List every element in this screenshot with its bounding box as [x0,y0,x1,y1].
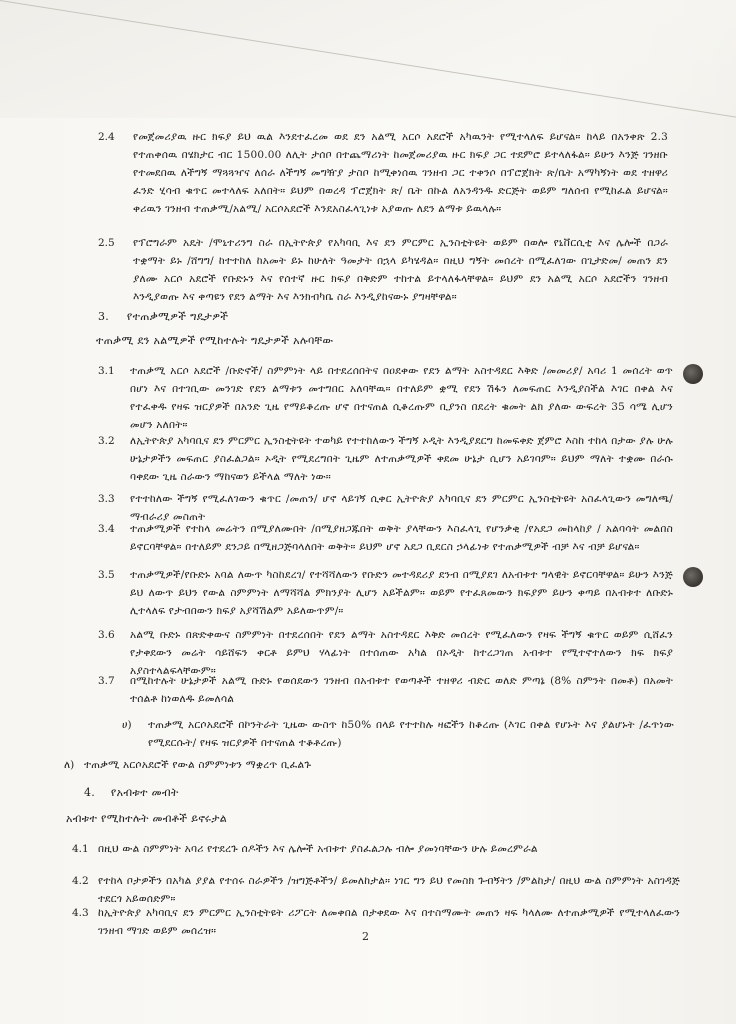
page-number: 2 [362,930,369,943]
clause-number: 3.6 [98,629,115,641]
section-number: 3. [98,310,110,323]
sub-clause-label: ሀ) [122,719,132,731]
section-title: የአብቱተ መብት [110,786,179,799]
section-3-subheading: ተጠቃሚ ደን አልሚዎች የሚከተሉት ግዴታዎች አሉባቸው [96,334,334,347]
section-title: የተጠቃሚዎች ግዴታዎች [126,310,229,323]
clause-text: የተከላ ቦታዎችን በአካል ያያል የተሰሩ ስራዎችን /ዝግጅቶችን/ ይመለከታል። ነገር ግን ይህ የመስክ ጉብኝትን /ምልከታ/ በዚህ ውል ስምምነት አስገዳጅ ተደርጎ አይወሰድም። [98,875,680,905]
clause-number: 4.1 [72,843,89,855]
section-number: 4. [84,786,96,799]
clause-number: 4.2 [72,875,89,887]
clause-text: የፕሮግራም አዴት /ሞኒተሪንግ ስራ በኢትዮጵያ የአካባቢ እና ደን ምርምር ኢንስቲትዩት ወይም በወሎ የኒቨርሲቲ እና ሌሎች በጋራ ተቋማት ይኑ /ሸግግ/ ከተተከለ ከአመት ይኑ ከሁለት ዓመታት በኋላ ይካሄዳል። በዚህ ግኝት መሰረት በሚፈለገው በጊታድመ/ መጠን ደን ያለሙ አርሶ አደሮች የቡድኑን እና የሰተኛ ዙር ክፍያ በቅድም ተከተል ይተላለፋላቸዋል። ይህም ደን አልሚ አርሶ አደሮችን ገንዘብ እንዲያወጡ እና ቀጣዩን የደን ልማት እና እንክብካቤ ስራ እንዲያከናውኑ ያግዛቸዋል። [133,237,668,303]
clause-text: የመጀመሪያዉ ዙር ክፍያ ይህ ዉል እንደተፈረመ ወደ ደን አልሚ አርሶ አደሮች አካዉንት የሚተላለፍ ይሆናል። ከላይ በአንቀጽ 2.3 የተጠቀሰዉ በሄክታር ብር 1500.00 ለሊት ታሰቦ በተጨማሪነት ከመጀመሪያዉ ዙር ክፍያ ጋር ተደምሮ ይተላለፋል። ይሁን እንጅ ገንዘቡ የተመደበዉ ለችግኝ ማጓጓዣና ለሰራ ለችግኝ መግዥያ ታስቦ ከሚቀነሰዉ ገንዘብ ጋር ተቀንሶ በፕሮጀክት ጽ/ቤት አማካኝነት ወደ ተዘዋሪ ፈንድ ሂሳብ ቁጥር መተላለፍ አለበት። ይህም በወረዳ ፕሮጀክት ጽ/ ቤት በኩል ለአንዳንዱ ድርጅት ወይም ግለሰብ የሚከፈል ይሆናል። ቀሪዉን ገንዘብ ተጠቃሚ/አልሚ/ አርሶአደሮች እንደአስፈላጊነቱ አያወጡ ለደን ልማቱ ይዉላሉ። [133,131,668,215]
clause-text: የተተከለው ችግኝ የሚፈለገውን ቁጥር /መጠን/ ሆኖ ላይገኝ ሲቀር ኢትዮጵያ አካባቢና ደን ምርምር ኢንስቲትዩት አስፈላጊውን መግለጫ/ማብራሪያ መስጠት [130,493,673,523]
clause-text: ተጠቃሚዎች የተከላ መሬትን በሚያለሙበት /በሚያዘጋጁበት ወቅት ያላቸውን እስፈላጊ የሆንቃቂ /የአደጋ መከላከያ / አልባሳት መልበስ ይኖርባቸዋል። በተለይም ደንጋይ በሚዘጋጅባላለበት ወቅት። ይህም ሆኖ አደጋ ቢደርስ ኃላፊነቱ የተጠቃሚዎች ብቻ እና ብቻ ይሆናል። [130,523,673,553]
clause-number: 4.3 [72,907,89,919]
clause-number: 3.4 [98,523,115,535]
clause-text: ተጠቃሚ አርሶ አደሮች /ቡድኖች/ ስምምነት ላይ በተደረሰበትና በዐደቀው የደን ልማት አስተዳደር እቅድ /መመሪያ/ አባሪ 1 መሰረት ወጥ በሆነ እና በተገቢው መንገድ የደን ልማቱን መተግበር አለባቸዉ። በተለይም ቋሚ የደን ሽፋን ለመፍጠር እንዲያስችል እገር በቀል እና የተፈቀዱ የዛፍ ዝርያዎች በአንድ ጊዜ የማይቆረጡ ሆኖ በተናጠል ሲቆረጡም ቢያንስ በደረት ቁመት ልክ ያለው ውፍረት 35 ሳሜ ሊሆን መሆን አለበት። [130,365,673,431]
punch-hole [683,364,703,384]
clause-number: 3.2 [98,435,115,447]
section-4-heading [84,784,179,802]
sub-clause-label: ለ) [64,759,75,771]
clause-number: 2.4 [98,131,115,143]
section-4-subheading: አብቱተ የሚከተሉት መብቶች ይኖሩታል [66,812,228,825]
clause-text: ተጠቃሚዎች/የቡድኑ አባል ለውጥ ካስከደረገ/ የተሻሻለውን የቡድን መተዳደሪያ ደንብ በሚያደገ ለአብቱተ ግላዊት ይኖርባቸዋል። ይሁን እንጅ ይህ ለውጥ ይህን የውል ስምምነት ለማሻሻል ምክንያት ሊሆን አይችልም። ወይም የተፈጸመውን ክፍያም ይሁን ቀጣይ በአብቱተ ለቡድኑ ሊተላለፍ የታብበውን ክፍያ አያሻሽልም አይለውጥም/። [130,569,673,617]
clause-number: 3.5 [98,569,115,581]
clause-number: 2.5 [98,237,115,249]
clause-text: አልሚ ቡድኑ በጽድቀውና ስምምነት በተደረሰበት የደን ልማት አስተዳደር እቅድ መሰረት የሚፈለውን የዛፍ ችግኝ ቁጥር ወይም ሲሸፈን የታቀደውን መሬት ሳይሸፍን ቀርቶ ይምህ ሃላፊነት በተሰጠው አካል በኦዲት ከተረጋገጠ አብቱተ የሚተኖተለውን ክፍ ክፍያ አያስተላልፍላቸውም። [130,629,673,677]
clause-text: በዚህ ውል ስምምነት አባሪ የተደረጉ ሰዶችን እና ሌሎች አብቱተ ያስፈልጋሉ ብሎ ያመነባቸውን ሁሉ ይመረምራል [98,843,538,855]
clause-text: በሚከተሉት ሁኔታዎች አልሚ ቡድኑ የወሰደውን ገንዘብ በአብቱተ የወጣቶች ተዘዋሪ ብድር ወለድ ምጣኔ (8% ስምንት በመቶ) በአመት ተሰልቶ ከነወለዱ ይመለሳል [130,675,673,705]
section-3-heading [98,308,228,326]
sub-clause-text: ተጠቃሚ አርሶአደሮች በኮንትራት ጊዜው ውስጥ ከ50% በላይ የተተከሉ ዛፎችን ከቆረጡ (እገር በቀል የሆኑት እና ያልሆኑት /ፈጥነው የሚደርሱት/ የዛፍ ዝርያዎች በተናጠል ተቆቶረጡ) [148,719,674,749]
clause-text: ከኢትዮጵያ አካባቢና ደን ምርምር ኢንስቲትዩት ሪፖርት ለመቀበል በታቀደው እና በተስማሙት መጠን ዛፍ ካላለሙ ለተጠቃሚዎች የሚተላለፈውን ገንዘብ ማገድ ወይም መሰረዝ። [98,907,680,937]
clause-number: 3.3 [98,493,115,505]
clause-number: 3.1 [98,365,115,377]
clause-text: ለኢትዮጵያ አካባቢና ደን ምርምር ኢንስቲትዩት ተወካይ የተተከለውን ችግኝ ኦዲት እንዲያደርግ ከመፍቀድ ጀምሮ እስከ ተከላ በታው ያሉ ሁሉ ሁኔታዎችን መፍጠር ያስፈልጋል። ኦዲት የሚደረግበት ጊዜም ለተጠቃሚዎች ቀደመ ሁኔታ ሲሆን አይገባም። ይህም ማለት ተቋሙ በራሱ ባቀደው ጊዜ ስራውን ማከናወን ይችላል ማለት ነው። [130,435,673,483]
punch-hole [683,567,703,587]
clause-number: 3.7 [98,675,115,687]
sub-clause-text: ተጠቃሚ አርሶአደሮች የውል ስምምነቱን ማቋረጥ ቢፈልጉ [84,759,312,771]
